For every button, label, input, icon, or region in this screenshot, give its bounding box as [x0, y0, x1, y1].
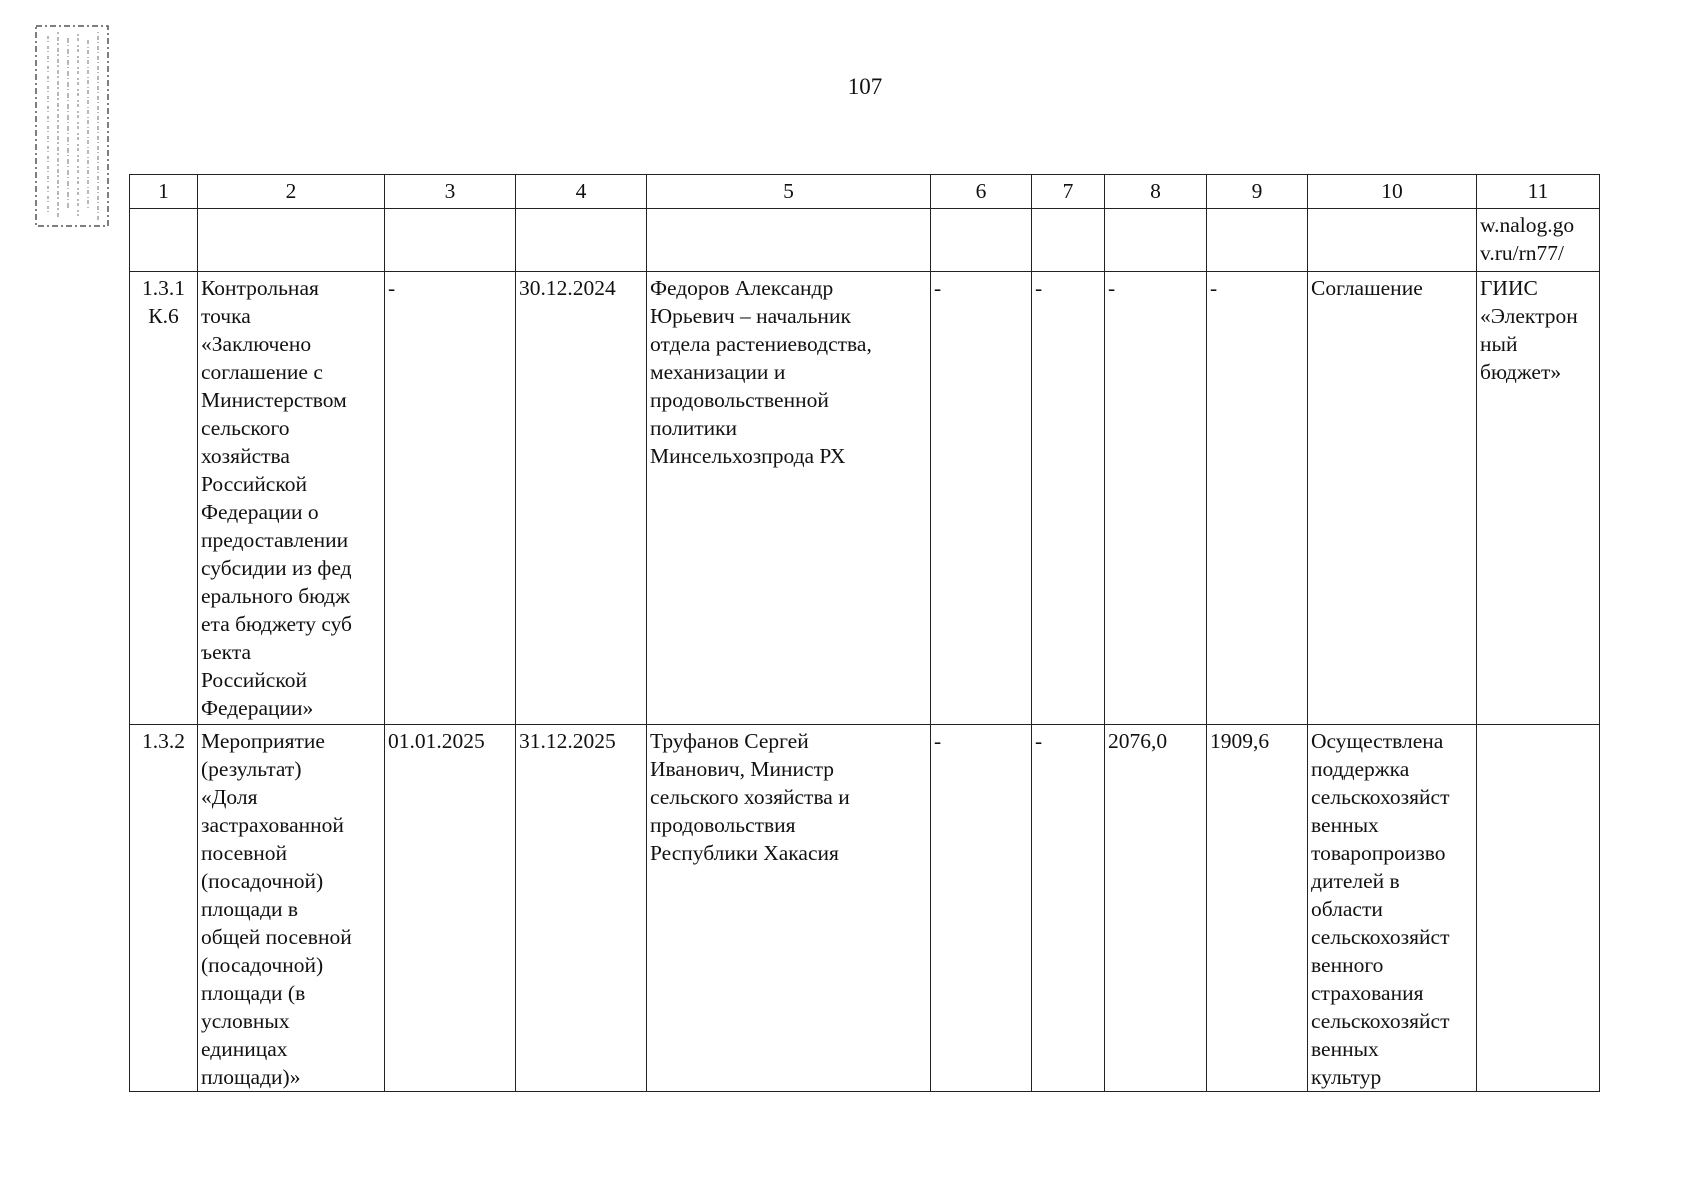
column-7-cell	[1032, 272, 1105, 725]
empty-cell	[1032, 209, 1105, 272]
column-7-cell	[1032, 725, 1105, 1092]
column-9-value: 1909,6	[1210, 729, 1270, 753]
column-number: 5	[647, 175, 931, 209]
registration-stamp	[34, 22, 112, 232]
result-text: Осуществлена поддержка сельскохозяйст венных товаропроизво дителей в области сельскохозяйст венного страхования сельскохозяйст венных культур	[1311, 729, 1450, 1089]
row-number-cell	[130, 272, 198, 725]
column-6-value: -	[934, 729, 942, 753]
responsible-person: Труфанов Сергей Иванович, Министр сельского хозяйства и продовольствия Республики Хакасия	[650, 729, 850, 865]
column-number-row	[130, 175, 1600, 209]
end-date: 31.12.2025	[519, 729, 616, 753]
empty-cell	[1308, 209, 1477, 272]
activity-name-cell	[198, 272, 385, 725]
info-system-cell	[1477, 272, 1600, 725]
column-8-value: 2076,0	[1108, 729, 1168, 753]
result-cell	[1308, 272, 1477, 725]
responsible-cell	[647, 272, 931, 725]
column-9-cell	[1207, 725, 1308, 1092]
start-date: 01.01.2025	[388, 729, 485, 753]
page-number: 107	[847, 74, 883, 99]
info-system-text: ГИИС «Электрон ный бюджет»	[1480, 276, 1578, 384]
info-system-link-text: w.nalog.go v.ru/rn77/	[1480, 213, 1575, 265]
column-6-value: -	[934, 276, 942, 300]
column-number: 1	[130, 175, 198, 209]
column-7-value: -	[1035, 729, 1043, 753]
activity-name-cell	[198, 725, 385, 1092]
info-system-cell	[1477, 209, 1600, 272]
row-number: 1.3.2	[142, 729, 185, 753]
column-number: 4	[516, 175, 647, 209]
column-7-value: -	[1035, 276, 1043, 300]
end-date-cell	[516, 725, 647, 1092]
empty-cell	[516, 209, 647, 272]
row-number-cell	[130, 725, 198, 1092]
column-8-cell	[1105, 725, 1207, 1092]
empty-cell	[198, 209, 385, 272]
end-date-cell	[516, 272, 647, 725]
table-row	[130, 272, 1600, 725]
empty-cell	[931, 209, 1032, 272]
column-9-cell	[1207, 272, 1308, 725]
column-9-value: -	[1210, 276, 1218, 300]
end-date: 30.12.2024	[519, 276, 616, 300]
column-number: 6	[931, 175, 1032, 209]
result-cell	[1308, 725, 1477, 1092]
column-number: 2	[198, 175, 385, 209]
column-8-value: -	[1108, 276, 1116, 300]
responsible-cell	[647, 725, 931, 1092]
activity-table	[129, 174, 1600, 1092]
column-number: 10	[1308, 175, 1477, 209]
start-date: -	[388, 276, 396, 300]
column-number: 3	[385, 175, 516, 209]
column-8-cell	[1105, 272, 1207, 725]
row-number: 1.3.1 К.6	[142, 276, 185, 328]
column-number: 7	[1032, 175, 1105, 209]
empty-cell	[385, 209, 516, 272]
responsible-person: Федоров Александр Юрьевич – начальник отдела растениеводства, механизации и продовольственной политики Минсельхозпрода РХ	[650, 276, 872, 468]
empty-cell	[647, 209, 931, 272]
column-6-cell	[931, 272, 1032, 725]
activity-name: Мероприятие (результат) «Доля застрахованной посевной (посадочной) площади в общей посевной (посадочной) площади (в условных единицах площади)»	[201, 729, 352, 1089]
start-date-cell	[385, 725, 516, 1092]
empty-cell	[1105, 209, 1207, 272]
column-number: 8	[1105, 175, 1207, 209]
start-date-cell	[385, 272, 516, 725]
info-system-cell	[1477, 725, 1600, 1092]
column-6-cell	[931, 725, 1032, 1092]
table-row	[130, 725, 1600, 1092]
empty-cell	[1207, 209, 1308, 272]
column-number: 11	[1477, 175, 1600, 209]
column-number: 9	[1207, 175, 1308, 209]
continuation-row	[130, 209, 1600, 272]
activity-name: Контрольная точка «Заключено соглашение с Министерством сельского хозяйства Российской Федерации о предоставлении субсидии из фед ерального бюдж ета бюджету суб ъекта Российской Федерации»	[201, 276, 352, 720]
result-text: Соглашение	[1311, 276, 1423, 300]
empty-cell	[130, 209, 198, 272]
